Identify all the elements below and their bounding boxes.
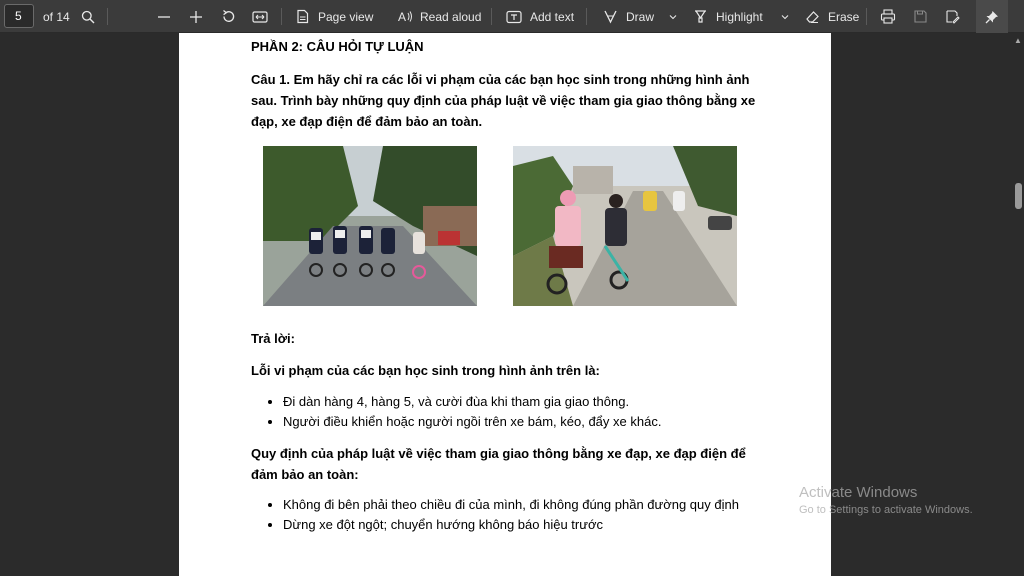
read-aloud-label: Read aloud [420, 9, 482, 24]
photo-students-riding-abreast [263, 146, 477, 306]
page-view-button[interactable] [293, 0, 373, 33]
violations-list [263, 392, 661, 432]
regulations-list [263, 495, 739, 535]
minus-icon [155, 8, 173, 26]
scrollbar-thumb[interactable] [1015, 183, 1022, 209]
erase-label: Erase [828, 9, 860, 24]
pdf-page [179, 33, 831, 576]
zoom-out-button[interactable] [155, 0, 173, 33]
violations-heading: Lỗi vi phạm của các bạn học sinh trong hình ảnh trên là: [251, 363, 600, 378]
plus-icon [187, 8, 205, 26]
fit-width-icon [251, 8, 269, 26]
zoom-in-button[interactable] [187, 0, 205, 33]
printer-icon [879, 8, 897, 26]
rotate-button[interactable] [219, 0, 237, 33]
pin-icon [983, 8, 1001, 26]
toolbar-divider [866, 8, 867, 25]
vertical-scrollbar[interactable] [1012, 33, 1024, 576]
chevron-down-icon [776, 8, 794, 26]
toolbar-divider [586, 8, 587, 25]
search-icon [79, 8, 97, 26]
highlighter-icon [691, 8, 709, 26]
list-item: • Không đi bên phải theo chiều đi của mình, đi không đúng phần đường quy định [283, 495, 739, 515]
add-text-button[interactable] [505, 0, 574, 33]
draw-pen-icon [601, 8, 619, 26]
highlight-label: Highlight [716, 9, 763, 24]
draw-button[interactable] [601, 0, 654, 33]
photo-students-towing-bikes [513, 146, 737, 306]
draw-options-dropdown[interactable] [664, 0, 682, 33]
page-view-icon [293, 8, 311, 26]
activate-windows-watermark [799, 484, 973, 516]
regulations-heading: Quy định của pháp luật về việc tham gia giao thông bằng xe đạp, xe đạp điện để đảm bảo an toàn: [251, 446, 746, 482]
watermark-title: Activate Windows [799, 484, 918, 501]
section-title: PHẦN 2: CÂU HỎI TỰ LUẬN [251, 39, 424, 54]
svg-text:A: A [397, 10, 406, 24]
eraser-icon [803, 8, 821, 26]
add-text-label: Add text [530, 9, 575, 24]
read-aloud-button[interactable] [396, 0, 481, 33]
highlight-options-dropdown[interactable] [776, 0, 794, 33]
page-total-label: of 14 [43, 9, 70, 24]
scroll-up-arrow-icon[interactable]: ▲ [1014, 36, 1022, 45]
fit-page-button[interactable] [251, 0, 269, 33]
add-text-icon [505, 8, 523, 26]
erase-button[interactable] [803, 0, 859, 33]
page-view-label: Page view [318, 9, 374, 24]
draw-label: Draw [626, 9, 655, 24]
rotate-icon [219, 8, 237, 26]
toolbar-divider [281, 8, 282, 25]
page-number-input[interactable]: 5 [4, 4, 34, 28]
list-item: • Dừng xe đột ngột; chuyển hướng không báo hiệu trước [283, 515, 739, 535]
question-text: Câu 1. Em hãy chỉ ra các lỗi vi phạm của các bạn học sinh trong những hình ảnh sau. Trình bày những quy định của pháp luật về việc tham gia giao thông bằng xe đạp, xe đạp điện để đảm bảo an toàn. [251, 72, 756, 129]
pin-toolbar-button[interactable] [976, 0, 1008, 33]
search-button[interactable] [79, 0, 97, 33]
pdf-toolbar [0, 0, 1024, 33]
answer-label: Trả lời: [251, 331, 295, 346]
list-item: • Đi dàn hàng 4, hàng 5, và cười đùa khi tham gia giao thông. [283, 392, 661, 412]
highlight-button[interactable] [691, 0, 763, 33]
read-aloud-icon [396, 8, 414, 26]
list-item: • Người điều khiển hoặc người ngồi trên xe bám, kéo, đẩy xe khác. [283, 412, 661, 432]
toolbar-divider [107, 8, 108, 25]
watermark-subtitle: Go to Settings to activate Windows. [799, 504, 973, 516]
chevron-down-icon [664, 8, 682, 26]
save-as-icon [943, 8, 961, 26]
save-as-button[interactable] [943, 0, 961, 33]
save-disk-icon [911, 8, 929, 26]
toolbar-divider [491, 8, 492, 25]
save-button[interactable] [911, 0, 929, 33]
print-button[interactable] [879, 0, 897, 33]
